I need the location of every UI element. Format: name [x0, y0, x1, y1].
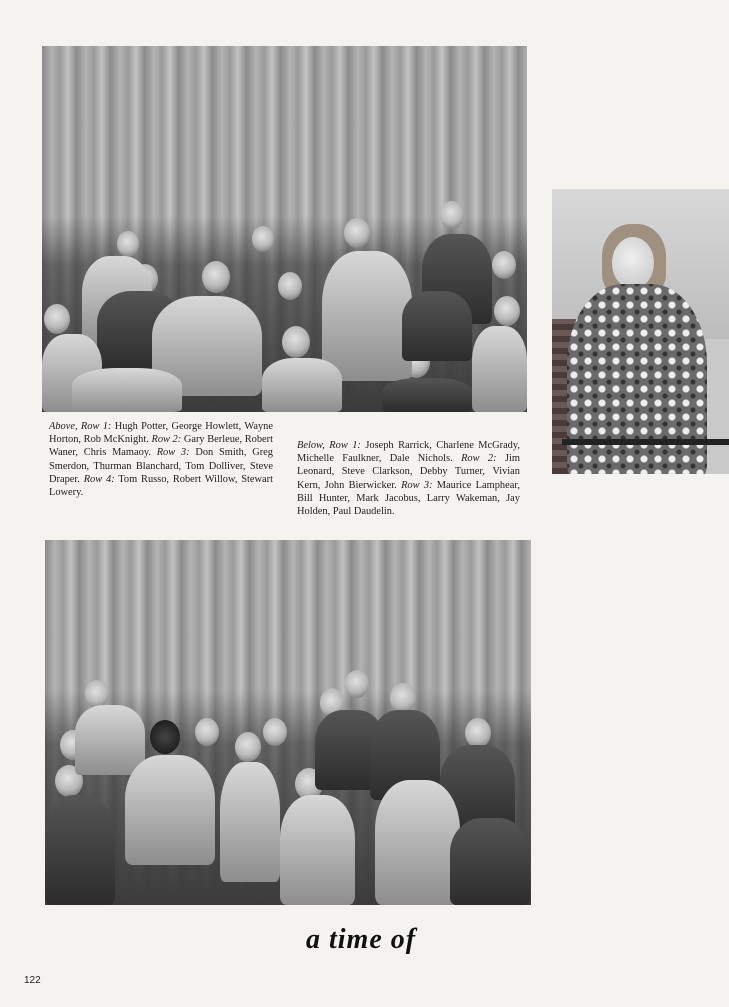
caption-below: Below, Row 1: Joseph Rarrick, Charlene McGrady, Michelle Faulkner, Dale Nichols. Row 2: Jim Leonard, Steve Clarkson, Debby Turner, Vivian Kern, John Bierwicker. Row 3: Maurice Lamphear, Bill Hunter, Mark Jacobus, Larry Wakeman, Jay Holden, Paul Daudelin. [297, 440, 520, 518]
railing [562, 439, 729, 445]
patterned-dress [567, 284, 707, 474]
portrait-photo [552, 189, 729, 474]
page-number: 122 [24, 975, 41, 986]
group-photo-above [42, 46, 527, 412]
group-photo-below [45, 540, 531, 905]
headline: a time of [306, 924, 417, 955]
caption-above: Above, Row 1: Hugh Potter, George Howlett, Wayne Horton, Rob McKnight. Row 2: Gary Berleue, Robert Waner, Chris Mamaoy. Row 3: Don Smith, Greg Smerdon, Thurman Blanchard, Tom Dolliver, Steve Draper. Row 4: Tom Russo, Robert Willow, Stewart Lowery. [49, 421, 273, 499]
